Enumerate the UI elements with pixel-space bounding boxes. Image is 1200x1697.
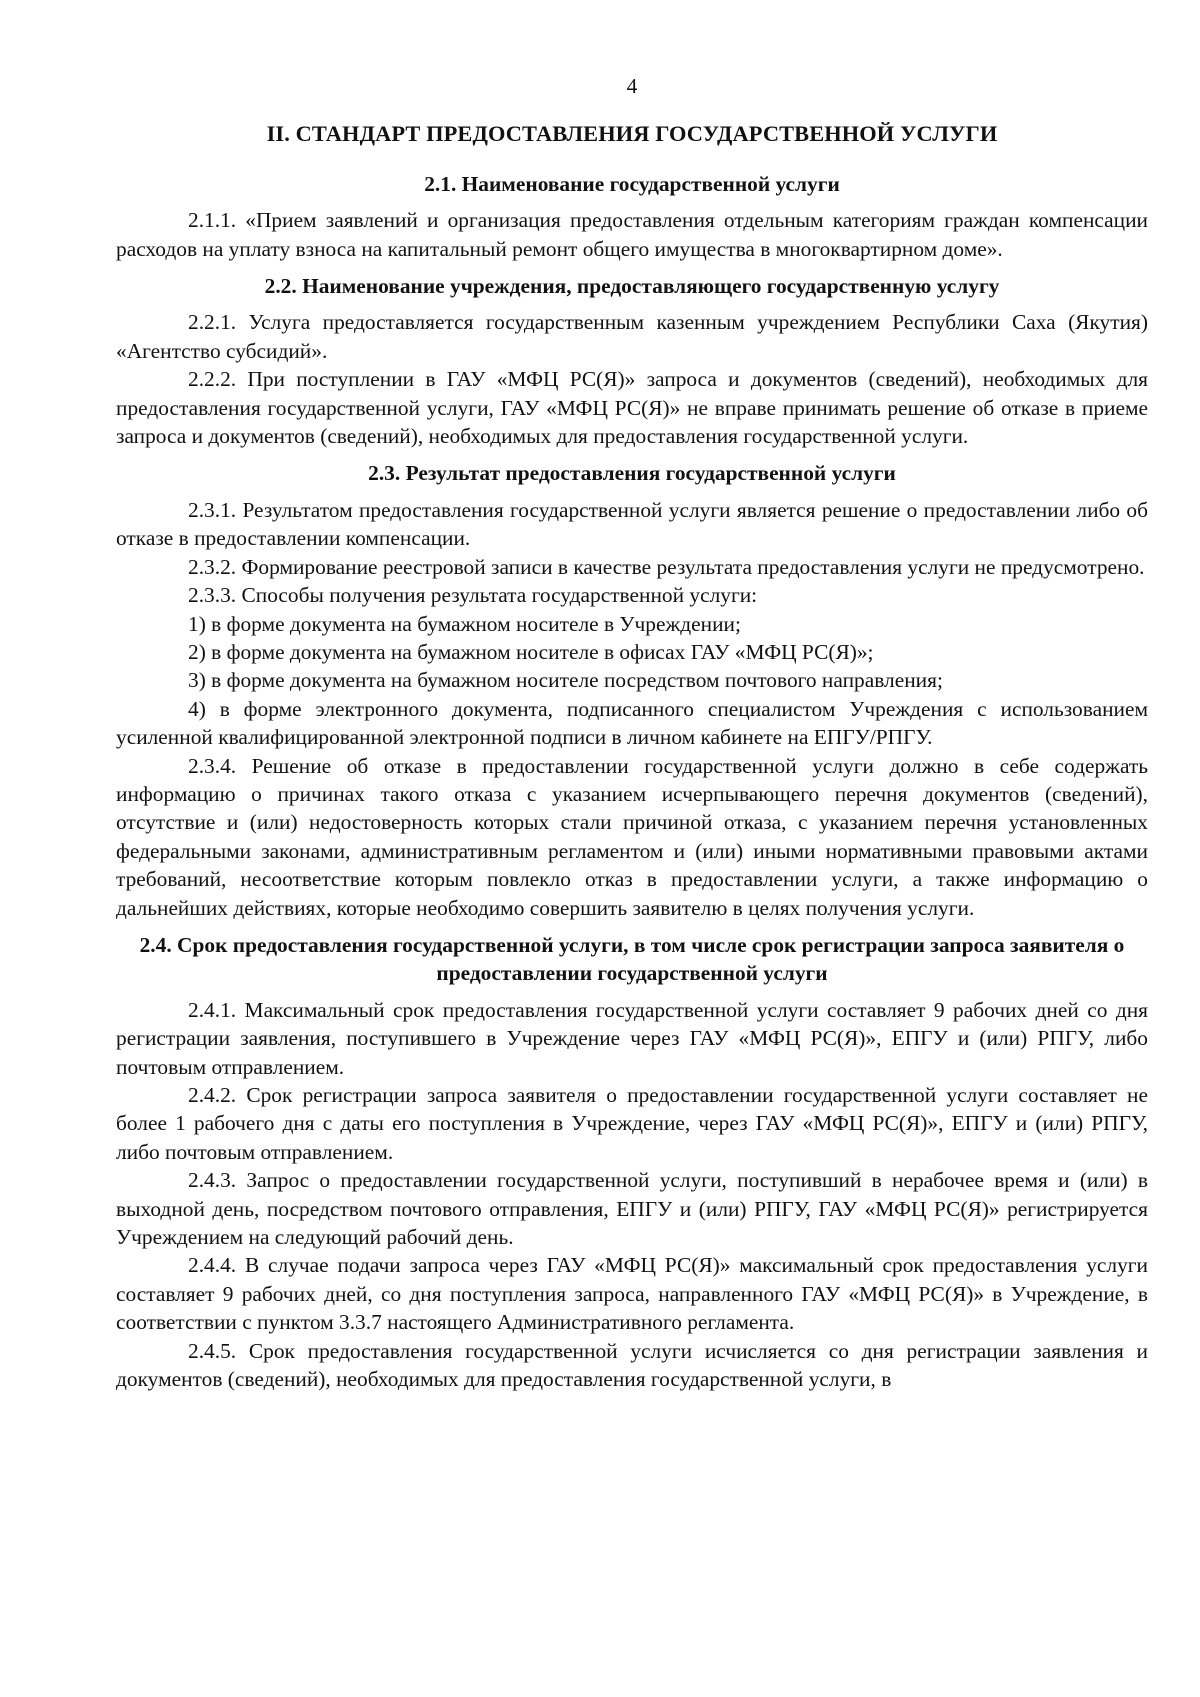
- paragraph: 2.4.2. Срок регистрации запроса заявителя о предоставлении государственной услуги составляет не более 1 рабочего дня с даты его поступления в Учреждение, через ГАУ «МФЦ РС(Я)», ЕПГУ и (или) РПГУ, либо почтовым отправлением.: [116, 1083, 1148, 1164]
- paragraph: 2.4.4. В случае подачи запроса через ГАУ «МФЦ РС(Я)» максимальный срок предоставления услуги составляет 9 рабочих дней, со дня поступления запроса, направленного ГАУ «МФЦ РС(Я)» в Учреждение, в соответствии с пунктом 3.3.7 настоящего Административного регламента.: [116, 1253, 1148, 1335]
- section-2-4: [116, 931, 1148, 1394]
- page-number: 4: [626, 74, 638, 98]
- section-heading: 2.1. Наименование государственной услуги: [424, 171, 840, 196]
- paragraph: 2.2.2. При поступлении в ГАУ «МФЦ РС(Я)» запроса и документов (сведений), необходимых для предоставления государственной услуги, ГАУ «МФЦ РС(Я)» не вправе принимать решение об отказе в приеме запроса и документов (сведений), необходимых для предоставления государственной услуги.: [116, 367, 1148, 449]
- section-2-1: [116, 170, 1148, 263]
- section-heading: 2.4. Срок предоставления государственной услуги, в том числе срок регистрации запроса заявителя о предоставлении государственной услуги: [139, 932, 1125, 986]
- paragraph: 2.1.1. «Прием заявлений и организация предоставления отдельным категориям граждан компенсации расходов на уплату взноса на капитальный ремонт общего имущества в многоквартирном доме».: [116, 208, 1148, 261]
- paragraph: 2.3.4. Решение об отказе в предоставлении государственной услуги должно в себе содержать информацию о причинах такого отказа с указанием исчерпывающего перечня документов (сведений), отсутствие и (или) недостоверность которых стали причиной отказа, с указанием перечня установленных федеральными законами, административным регламентом и (или) иными нормативными правовыми актами требований, несоответствие которым повлекло отказ в предоставлении услуги, а также информацию о дальнейших действиях, которые необходимо совершить заявителю в целях получения услуги.: [116, 753, 1148, 920]
- chapter-title: II. СТАНДАРТ ПРЕДОСТАВЛЕНИЯ ГОСУДАРСТВЕННОЙ УСЛУГИ: [266, 121, 998, 147]
- paragraph: 2.3.1. Результатом предоставления государственной услуги является решение о предоставлении либо об отказе в предоставлении компенсации.: [116, 497, 1148, 551]
- paragraph: 2.3.2. Формирование реестровой записи в качестве результата предоставления услуги не предусмотрено.: [188, 554, 1145, 579]
- paragraph: 2.4.3. Запрос о предоставлении государственной услуги, поступивший в нерабочее время и (или) в выходной день, посредством почтового отправления, ЕПГУ и (или) РПГУ, ГАУ «МФЦ РС(Я)» регистрируется Учреждением на следующий рабочий день.: [116, 1168, 1148, 1250]
- paragraph: 2.3.3. Способы получения результата государственной услуги:: [188, 583, 758, 608]
- list-item: 3) в форме документа на бумажном носителе посредством почтового направления;: [188, 668, 943, 693]
- section-heading: 2.3. Результат предоставления государственной услуги: [368, 461, 896, 486]
- paragraph: 2.4.1. Максимальный срок предоставления государственной услуги составляет 9 рабочих дней со дня регистрации заявления, поступившего в Учреждение через ГАУ «МФЦ РС(Я)», ЕПГУ и (или) РПГУ, либо почтовым отправлением.: [116, 997, 1148, 1079]
- list-item: 4) в форме электронного документа, подписанного специалистом Учреждения с использованием усиленной квалифицированной электронной подписи в личном кабинете на ЕПГУ/РПГУ.: [116, 696, 1148, 750]
- list-item: 2) в форме документа на бумажном носителе в офисах ГАУ «МФЦ РС(Я)»;: [188, 639, 874, 664]
- section-2-3: [116, 459, 1148, 922]
- paragraph: 2.2.1. Услуга предоставляется государственным казенным учреждением Республики Саха (Якутия) «Агентство субсидий».: [116, 310, 1148, 363]
- section-heading: 2.2. Наименование учреждения, предоставляющего государственную услугу: [264, 274, 1000, 299]
- paragraph: 2.4.5. Срок предоставления государственной услуги исчисляется со дня регистрации заявления и документов (сведений), необходимых для предоставления государственной услуги, в: [116, 1338, 1148, 1392]
- section-2-2: [116, 272, 1148, 450]
- list-item: 1) в форме документа на бумажном носителе в Учреждении;: [188, 611, 741, 636]
